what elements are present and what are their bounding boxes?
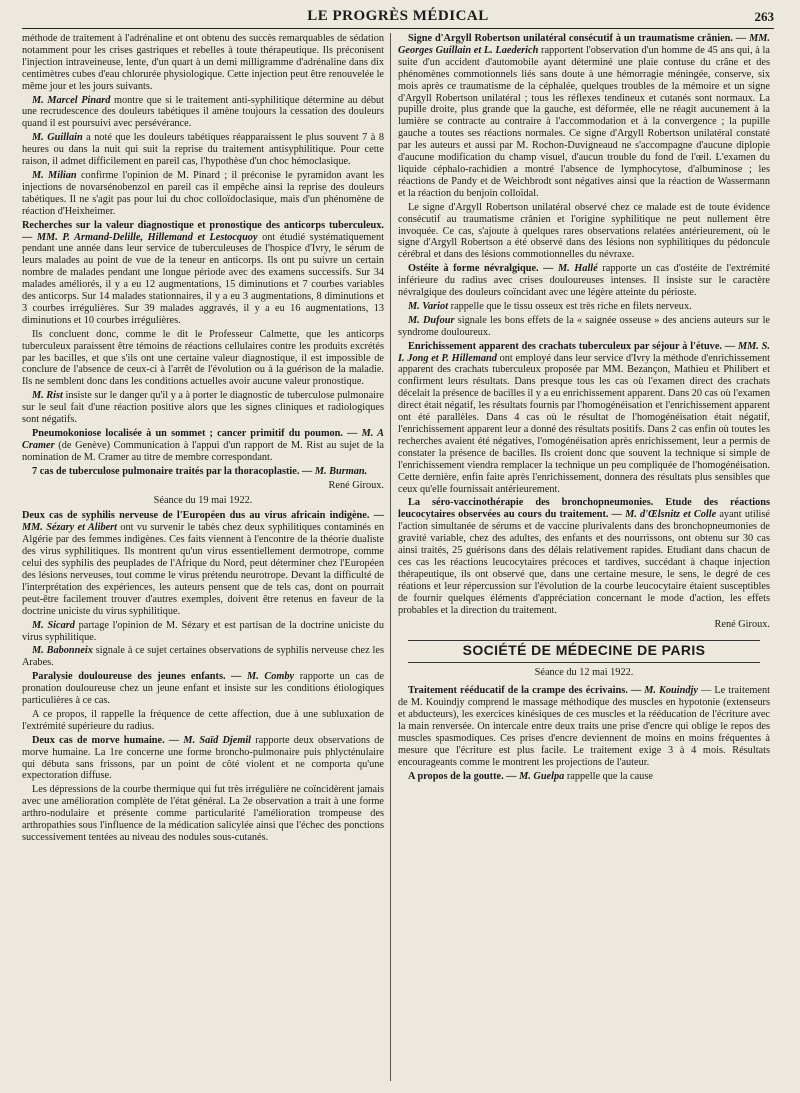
author-name: — M. Kouindjy <box>627 685 698 697</box>
paragraph <box>398 301 770 313</box>
paragraph-text: confirme l'opinion de M. Pinard ; il préconise le pyramidon avant les injections de novarsénobenzol en pareil cas il empêche ainsi la reprise des douleurs tabétiques. Il ne s'agit pas pour lui du choc colloïdoclasique, mais d'un phénomène de réaction d'Heixheimer. <box>22 169 384 217</box>
article-title: Pneumokoniose localisée à un sommet ; cancer primitif du poumon. <box>32 428 343 439</box>
author-names: — MM. Sézary et Alibert <box>22 510 384 534</box>
author-name: M. Variot <box>408 300 449 312</box>
paragraph-text: a noté que les douleurs tabétiques réapparaissent le plus souvent 7 à 8 heures ou dans la nuit qui suit la reprise du traitement antisyphilitique. Pour cette raison, il admet difficilement en pareil cas, l'hypothèse d'un choc hémoclasique. <box>22 132 384 168</box>
author-name: — M. Burman. <box>299 465 368 477</box>
article <box>398 33 770 200</box>
article <box>22 428 384 464</box>
article <box>22 735 384 783</box>
author-names: — M. d'Œlsnitz et Colle <box>608 509 717 521</box>
author-name: — M. Guelpa <box>503 770 565 782</box>
article <box>398 771 770 783</box>
article-text: rapportent l'observation d'un homme de 45 ans qui, à la suite d'un accident d'automobile ayant déterminé une plaie contuse du crâne et des phénomènes commotionnels liés sans doute à une hémorragie méningée, conserve, six mois après ce traumatisme de la céphalée, quelques troubles de la mémoire et un signe d'Argyll Robertson unilatéral ; tous les réflexes tendineux et cutanés sont normaux. La pupille droite, plus grande que la gauche, est déformée, elle ne réagit aucunement à la lumière se contracte au contraire à l'accommodation et à la convergence ; la pupille gauche a toutes ses réactions normales. Ce signe d'Argyll Robertson unilatéral constaté par les auteurs et aussi par M. Rochon-Duvigneaud ne s'accompagne d'aucune diplopie d'aucune modification du champ visuel, d'aucun trouble du fond de l'œil. L'examen du liquide céphalo-rachidien a montré l'absence de lymphocytose, d'albuminose ; les réactions de Pandy et de Weichbrodt sont négatives ainsi que la réaction de Wassermann et la réaction du benjoin colloïdal. <box>398 44 770 199</box>
paragraph-text: partage l'opinion de M. Sézary et est partisan de la doctrine uniciste du virus syphilitique. <box>22 619 384 643</box>
article-text: ont employé dans leur service d'Ivry la méthode d'enrichissement apparent des crachats tuberculeux proposée par MM. Bezançon, Mathieu et Philibert et confirment leurs résultats. Dans presque tous les cas où l'examen direct des crachats décelait la présence de bacilles il y a eu enrichissement apparent. Dans 20 cas où l'examen direct était négatif, les résultats fournis par l'homogénéisation et l'enrichissement apparent ont été parallèles. Dans 4 cas où le résultat de l'homogénéisation était négatif, l'enrichissement apparent leur a donné des résultats positifs. Dans 2 cas enfin où toutes les recherches avaient été négatives, l'omogénéisation après enrichissement, leur a permis de constater la présence de bacilles. Ils croient donc que souvent la technique si simple de l'enrichissement viendra remplacer la technique un peu compliquée de l'homogénéisation. Cette dernière, enfin faite après l'enrichissement, donnera des résultats plus sensibles que ceux qu'elle fournissait antérieurement. <box>398 352 770 495</box>
society-name: SOCIÉTÉ DE MÉDECINE DE PARIS <box>462 642 706 659</box>
paragraph <box>22 620 384 644</box>
paragraph: méthode de traitement à l'adrénaline et ont obtenu des succès remarquables de sédation notamment pour les crises gastriques et rebelles à toute thérapeutique. Ils préconisent l'injection intraveineuse, lente, d'un quart à un demi milligramme d'adrénaline dans dix centimètres cubes d'eau chlorurée physiologique. Cette injection peut être renouvelée le même jour et les jours suivants. <box>22 33 384 92</box>
author-names: — MM. S. I. Jong et P. Hillemand <box>398 340 770 364</box>
article-title: Deux cas de morve humaine. <box>32 734 165 746</box>
author-name: — M. Hallé <box>538 263 598 275</box>
column-divider <box>390 33 391 1081</box>
author-name: — M. Comby <box>225 671 295 683</box>
author-name: M. Marcel Pinard <box>32 94 111 106</box>
author-name: M. Babonneix <box>32 645 93 657</box>
article <box>398 263 770 299</box>
article-text: ayant utilisé l'action simultanée de sérums et de vaccine plurivalents dans des bronchopneumonies de gravité variable, chez des adultes, des enfants et des nourrissons, ont obtenu sur 30 cas ainsi traités, 25 guérisons dans des délais relativement rapides. Etudiant dans chacun de ces cas les réactions leucocytaires précoces et tardives, succédant à chaque injection thérapeutique, ils ont observé que, dans une certaine mesure, le sens, le degré de ces réations et leur répercussion sur l'évolution de la courbe leucocytaire étaient susceptibles de fournir quelques éléments d'appréciation concernant le mode d'action, les effets probables et la direction du traitement. <box>398 509 770 616</box>
article-title: Recherches sur la valeur diagnostique et pronostique des anticorps tuberculeux. <box>22 219 384 231</box>
signature: René Giroux. <box>328 479 384 491</box>
article-title: La séro-vaccinothérapie des bronchopneumonies. Etude des réactions leucocytaires observées au cours du traitement. <box>398 497 770 521</box>
paragraph: A ce propos, il rappelle la fréquence de cette affection, due à une subluxation de l'extrémité supérieure du radius. <box>22 708 384 732</box>
author-name: M. Guillain <box>32 132 83 144</box>
author-name: — M. A Cramer <box>22 428 384 451</box>
article-title: Traitement rééducatif de la crampe des écrivains. <box>408 685 628 697</box>
article <box>398 497 770 616</box>
paragraph-text: signale à ce sujet certaines observations de syphilis nerveuse chez les Arabes. <box>22 645 384 669</box>
article <box>22 510 384 617</box>
article-text: (de Genève) Communication à l'appui d'un rapport de M. Rist au sujet de la nomination de M. Cramer au titre de membre correspondant. <box>22 439 384 463</box>
article-title: 7 cas de tuberculose pulmonaire traités par la thoracoplastie. <box>32 465 300 477</box>
article-text: rappelle que la cause <box>564 770 653 782</box>
author-name: — M. Saïd Djemil <box>164 734 252 746</box>
article-text: rapporte un cas de pronation douloureuse chez un jeune enfant et insiste sur les conditions étiologiques particulières à ce cas. <box>22 671 384 707</box>
paragraph <box>22 390 384 426</box>
signature: René Giroux. <box>714 618 770 630</box>
article-title: Enrichissement apparent des crachats tuberculeux par séjour à l'étuve. <box>408 340 722 352</box>
page-number: 263 <box>754 9 774 24</box>
article-title: Paralysie douloureuse des jeunes enfants. <box>32 671 226 683</box>
author-name: M. Milian <box>32 169 77 181</box>
article-title: Deux cas de syphilis nerveuse de l'Européen dus au virus africain indigène. <box>22 510 370 522</box>
paragraph: Le signe d'Argyll Robertson unilatéral observé chez ce malade est de toute évidence consécutif au traumatisme crânien et l'origine syphilitique ne peut nullement être invoquée. Ce cas, s'ajoute à quelques rares observations relatées antérieurement, où le signe d'Argyll Robertson a été observé dans des lésions non syphilitiques du pédoncule cérébral et dans des lésions commotionnelles du névraxe. <box>398 201 770 261</box>
article <box>22 466 384 478</box>
article-text: — Le traitement de M. Kouindjy comprend le massage méthodique des muscles en hypotonie (extenseurs et abducteurs), les exercices kinésiques de ces muscles et la rééducation de l'écriture avec la main renversée. On intercale entre deux traits une prise d'encre qui oblige le repos des muscles spasmodiques. Ces prises d'encre deviennent de moins en moins fréquentes à mesure que l'écriture est plus facile. Le traitement exige 3 à 4 mois. Résultats encourageants comme le montrent les projections de l'auteur. <box>398 685 770 768</box>
author-name: M. Rist <box>32 390 63 402</box>
article <box>22 220 384 327</box>
author-names: — MM. Georges Guillain et L. Laederich <box>398 33 770 56</box>
article <box>22 671 384 707</box>
article-text: ont étudié systématiquement pendant une année dans leur service de tuberculeuses de l'hospice d'Ivry, le sérum de leurs malades au point de vue de la teneur en anticorps. Ils ont pu suivre un certain nombre de malades pendant une longue période avec des examens successifs. Sur 34 malades améliorés, il y a eu 12 augmentations, 15 diminutions et 7 courbes variables des anticorps. Sur 14 malades stationnaires, il y a eu 3 augmentations, 8 diminutions et 3 courbes irrégulières. Sur 39 malades aggravés, il y a eu 16 augmentations, 13 diminutions et 10 courbes irrégulières. <box>22 231 384 326</box>
article-title: A propos de la goutte. <box>408 770 504 782</box>
paragraph: Les dépressions de la courbe thermique qui fut très irrégulière ne coïncidèrent jamais avec une amélioration complète de l'état général. La 2e observation a trait à une forme arthro-nodulaire et présente comme particularité l'amélioration trompeuse des arthropathies sous l'influence de la médication salicylée ainsi que l'échec des ponctions successivement tentées au niveau des nodules sous-cutanés. <box>22 784 384 843</box>
paragraph-text: signale les bons effets de la « saignée osseuse » des anciens auteurs sur le syndrome douloureux. <box>398 314 770 338</box>
header-rule <box>22 28 774 29</box>
article <box>398 685 770 768</box>
paragraph <box>22 95 384 131</box>
paragraph-text: rappelle que le tissu osseux est très riche en filets nerveux. <box>448 300 692 312</box>
article-text: ont vu survenir le tabès chez deux syphilitiques contaminés en Algérie par des femmes indigènes. Ces faits viennent à l'encontre de la théorie dualiste des virus syphilitiques. Ils montrent qu'un virus essentiellement dermotrope, comme celui des syphilis des peuplades de l'Afrique du Nord, peut déterminer chez l'Européen des lésions nerveuses, tout comme le virus prétendu neurotrope. Devant la difficulté de l'interprétation des expériences, les auteurs pensent que de tels cas, dont on pourrait peut-être facilement trouver d'autres exemples, doivent être retenus en faveur de la doctrine uniciste du virus syphilitique. <box>22 522 384 617</box>
article <box>398 341 770 496</box>
left-column <box>22 33 384 1081</box>
author-name: M. Sicard <box>32 619 75 631</box>
author-names: — MM. P. Armand-Delille, Hillemand et Lestocquoy <box>22 231 258 243</box>
session-date: Séance du 19 mai 1922. <box>153 494 253 506</box>
session-date: Séance du 12 mai 1922. <box>534 667 634 679</box>
paragraph: Ils concluent donc, comme le dit le Professeur Calmette, que les anticorps tuberculeux paraissent être témoins de réactions cellulaires contre les produits excrétés par les bacilles, et que s'ils ont une certaine valeur diagnostique, il est impossible de conclure de l'absence de ceux-ci à l'arrêt de l'évolution ou à la guérison de la maladie. Ils ne semblent donc dans les conditions actuelles avoir aucune valeur pronostique. <box>22 328 384 388</box>
paragraph-text: montre que si le traitement anti-syphilitique détermine au début une recrudescence des douleurs tabétiques il amène toujours la cessation des douleurs quand il est poursuivi avec persévérance. <box>22 94 384 130</box>
author-name: M. Dufour <box>408 314 455 326</box>
paragraph <box>22 132 384 168</box>
journal-title: LE PROGRÈS MÉDICAL <box>307 8 489 24</box>
paragraph <box>398 315 770 339</box>
paragraph <box>22 170 384 218</box>
right-column <box>398 33 770 1081</box>
article-text: rapporte deux observations de morve humaine. La 1re concerne une forme broncho-pulmonaire puis phlycténulaire qui débuta sans frissons, par un point de côté violent et ne comporta qu'une expectoration diffuse. <box>22 734 384 782</box>
article-title: Signe d'Argyll Robertson unilatéral consécutif à un traumatisme crânien. <box>408 33 733 44</box>
society-heading <box>408 640 760 663</box>
running-header <box>22 6 774 28</box>
paragraph-text: insiste sur le danger qu'il y a à porter le diagnostic de tuberculose pulmonaire sur le seul fait d'une réaction positive alors que les signes cliniques et radiologiques sont négatifs. <box>22 390 384 426</box>
paragraph <box>22 645 384 669</box>
article-title: Ostéite à forme névralgique. <box>408 263 539 275</box>
article-text: rapporte un cas d'ostéite de l'extrémité inférieure du radius avec crises douloureuses intenses. Il insiste sur le caractère névralgique des douleurs coïncidant avec une légère atteinte du périoste. <box>398 263 770 299</box>
